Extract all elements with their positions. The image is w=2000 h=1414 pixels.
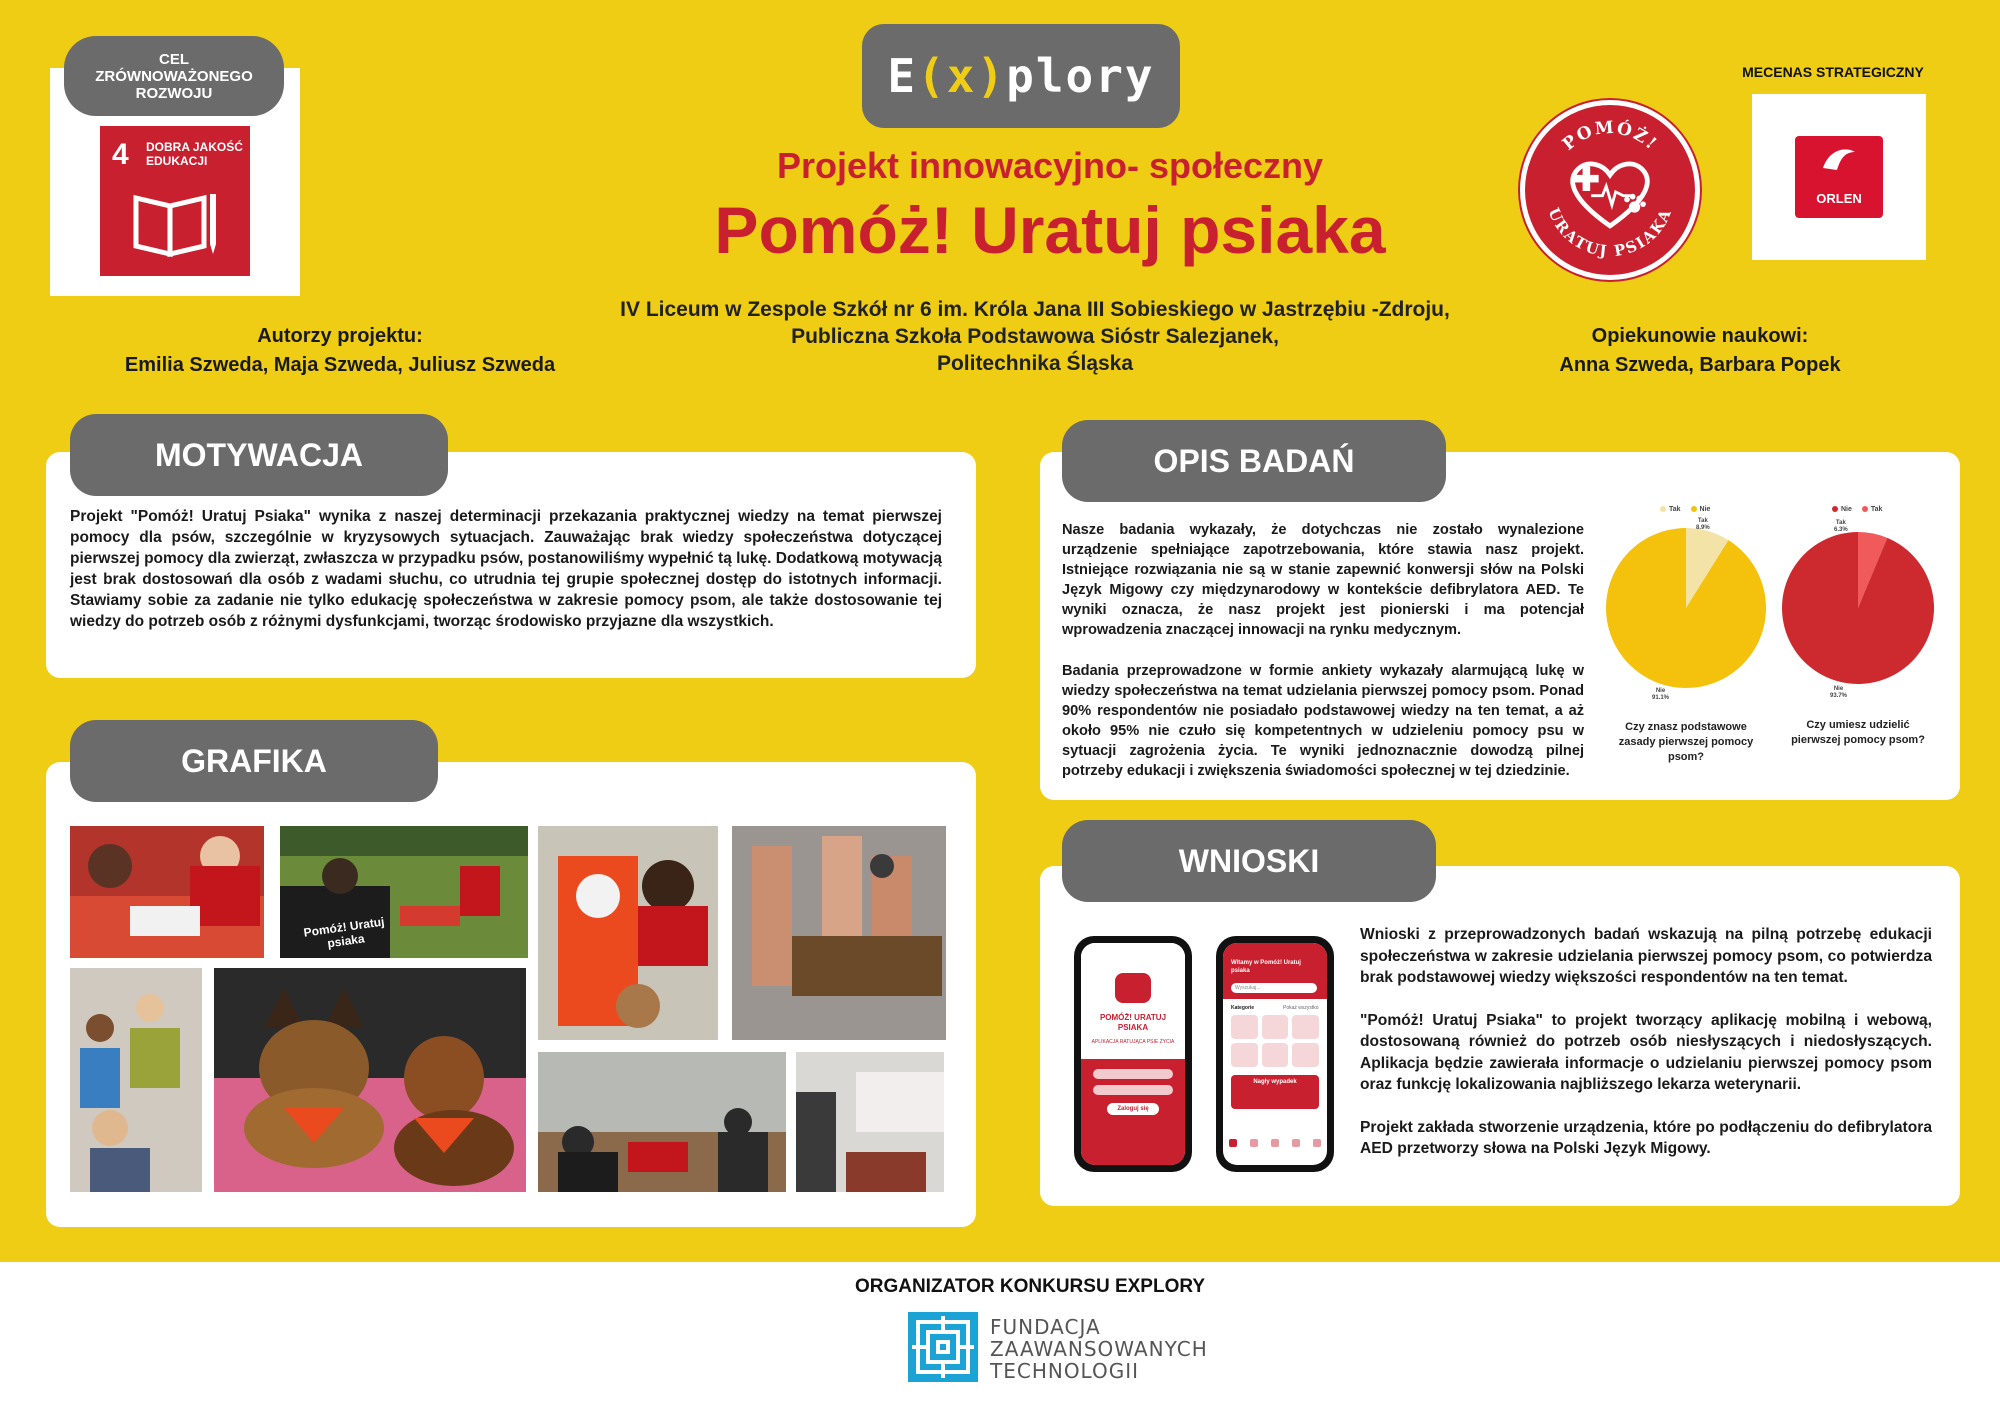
legend-item xyxy=(1832,506,1852,513)
category-tile[interactable] xyxy=(1292,1043,1319,1067)
organizer-label: ORGANIZATOR KONKURSU EXPLORY xyxy=(854,1276,1206,1297)
institution-line: IV Liceum w Zespole Szkół nr 6 im. Króla Jana III Sobieskiego w Jastrzębiu -Zdroju, xyxy=(620,298,1450,321)
category-tile[interactable] xyxy=(1262,1043,1289,1067)
foundation-line: FUNDACJA xyxy=(990,1315,1101,1339)
pie1-label-large xyxy=(1652,688,1669,702)
pie-chart-ability xyxy=(1782,532,1934,684)
sdg-title: DOBRA JAKOŚĆ EDUKACJI xyxy=(146,140,243,168)
photo-presentation-room xyxy=(796,1052,944,1192)
home-see-all-link[interactable]: Pokaż wszystko xyxy=(1283,1005,1319,1011)
brand-post: plory xyxy=(1006,49,1155,103)
brand-pre: E xyxy=(887,49,918,103)
legend-item xyxy=(1862,506,1883,513)
category-tile[interactable] xyxy=(1231,1043,1258,1067)
foundation-line: ZAAWANSOWANYCH xyxy=(990,1337,1208,1361)
shirt-print-text: Pomóż! Uratuj psiaka xyxy=(302,914,386,951)
category-tile[interactable] xyxy=(1262,1015,1289,1039)
badge-top-text: POMÓŻ! xyxy=(1558,117,1662,155)
authors-names: Emilia Szweda, Maja Szweda, Juliusz Szweda xyxy=(124,354,556,376)
photo-hands-paw xyxy=(732,826,946,1040)
sdg-label: CEL ZRÓWNOWAŻONEGO ROZWOJU xyxy=(64,36,284,116)
institution-line: Publiczna Szkoła Podstawowa Sióstr Salezjanek, xyxy=(791,325,1279,348)
nav-info-icon[interactable] xyxy=(1271,1139,1279,1147)
legend-item xyxy=(1660,506,1681,513)
pie1-label-val: 8.9% xyxy=(1696,525,1710,531)
research-text xyxy=(1062,520,1584,802)
emergency-label: Nagły wypadek xyxy=(1253,1079,1297,1085)
sdg-goal-tile xyxy=(100,126,250,276)
pie2-legend xyxy=(1832,506,1882,513)
foundation-line: TECHNOLOGII xyxy=(990,1359,1140,1383)
pie-slice-nie xyxy=(1606,528,1766,688)
app-logo-icon xyxy=(1115,973,1151,1003)
authors-label: Autorzy projektu: xyxy=(257,325,423,347)
brand-mid: (x) xyxy=(917,49,1007,103)
app-tagline: APLIKACJA RATUJĄCA PSIE ŻYCIA xyxy=(1091,1039,1175,1045)
project-subtitle: Projekt innowacyjno- społeczny xyxy=(776,145,1324,186)
pie2-label-large xyxy=(1830,686,1847,700)
research-paragraph: Nasze badania wykazały, że dotychczas nie zostało wynalezione urządzenie spełniające zapotrzebowania, które stawia nasz projekt. Istniejące rozwiązania nie są w stanie zapewnić konwersji słów na Polski Język Migowy czy międzynarodowy w kontekście defibrylatora AED. Te wyniki oznacza, że nasz projekt jest pionierski i ma potencjał wprowadzenia znaczącej innowacji na rynku medycznym. xyxy=(1062,522,1584,638)
pie1-legend xyxy=(1660,506,1710,513)
pie2-label-val: 93.7% xyxy=(1830,693,1848,699)
pie2-label-val: 6.3% xyxy=(1834,527,1848,533)
conclusions-heading: WNIOSKI xyxy=(1062,820,1436,902)
home-section-title: Kategorie xyxy=(1231,1005,1255,1011)
project-badge-logo xyxy=(1520,100,1700,280)
phone-mockup-home xyxy=(1216,936,1334,1172)
eagle-icon xyxy=(1819,144,1859,174)
category-tile[interactable] xyxy=(1231,1015,1258,1039)
institution-line: Politechnika Śląska xyxy=(936,352,1134,375)
svg-text:POMÓŻ! xyxy=(1559,118,1662,155)
home-search-input[interactable]: Wyszukaj... xyxy=(1231,983,1317,993)
login-email-field[interactable] xyxy=(1093,1069,1173,1079)
pie2-label-cat: Tak xyxy=(1835,520,1846,526)
home-greeting: Witamy w Pomóż! Uratuj psiaka xyxy=(1231,960,1301,974)
explory-logo xyxy=(862,24,1180,128)
sponsor-logo-box xyxy=(1752,94,1926,260)
legend-label: Nie xyxy=(1699,506,1711,513)
pie2-title: Czy umiesz udzielić pierwszej pomocy psom? xyxy=(1791,719,1925,746)
pie2-label-cat: Nie xyxy=(1833,686,1844,692)
foundation-logo-icon xyxy=(908,1312,978,1382)
pie1-label-cat: Nie xyxy=(1655,688,1666,694)
tutors-names: Anna Szweda, Barbara Popek xyxy=(1559,354,1841,376)
photo-dog-bandage xyxy=(538,826,718,1040)
phone-screen xyxy=(1081,943,1185,1165)
graphics-heading: GRAFIKA xyxy=(70,720,438,802)
badge-bottom-text: URATUJ PSIAKA xyxy=(1544,205,1676,261)
bottom-nav xyxy=(1229,1139,1321,1153)
tutors-label: Opiekunowie naukowi: xyxy=(1591,325,1809,347)
photo-shirt-back xyxy=(280,826,528,958)
login-password-field[interactable] xyxy=(1093,1085,1173,1095)
foundation-name xyxy=(990,1316,1208,1382)
pie1-label-val: 91.1% xyxy=(1652,695,1670,701)
orlen-logo xyxy=(1795,136,1883,218)
app-title: POMÓŻ! URATUJ PSIAKA xyxy=(1099,1013,1167,1032)
legend-label: Tak xyxy=(1669,506,1681,513)
conclusions-paragraph: "Pomóż! Uratuj Psiaka" to projekt tworzący aplikację mobilną i webową, dostosowaną również do potrzeb osób niesłyszących i niedosłyszących. Aplikacja będzie zawierała informacje o udzielaniu pierwszej pomocy psom oraz funkcję lokalizowania najbliższego lekarza weterynarii. xyxy=(1360,1011,1932,1093)
authors-block xyxy=(110,322,570,380)
phone-screen xyxy=(1223,943,1327,1165)
phone-mockup-login xyxy=(1074,936,1192,1172)
svg-text:URATUJ PSIAKA xyxy=(1544,205,1675,260)
tutors-block xyxy=(1510,322,1890,380)
category-grid xyxy=(1231,1015,1319,1067)
legend-label: Tak xyxy=(1870,506,1883,513)
sponsor-name: ORLEN xyxy=(1816,191,1862,206)
conclusions-paragraph: Projekt zakłada stworzenie urządzenia, które po podłączeniu do defibrylatora AED przetworzy słowa na Polski Język Migowy. xyxy=(1360,1118,1932,1157)
motivation-heading: MOTYWACJA xyxy=(70,414,448,496)
photo-first-aid-training xyxy=(70,826,264,958)
nav-vet-icon[interactable] xyxy=(1292,1139,1300,1147)
book-pencil-icon xyxy=(130,184,222,264)
photo-children-sitting xyxy=(70,968,202,1192)
pie1-label-cat: Tak xyxy=(1697,518,1708,524)
pie-slice-nie xyxy=(1782,532,1934,684)
pie1-title: Czy znasz podstawowe zasady pierwszej pomocy psom? xyxy=(1618,721,1754,763)
project-title: Pomóż! Uratuj psiaka xyxy=(714,193,1386,267)
nav-profile-icon[interactable] xyxy=(1313,1139,1321,1147)
conclusions-text xyxy=(1360,924,1932,1181)
pie2-label-small xyxy=(1834,520,1848,534)
legend-label: Nie xyxy=(1841,506,1852,513)
research-paragraph: Badania przeprowadzone w formie ankiety wykazały alarmującą lukę w wiedzy społeczeństwa na temat udzielania pierwszej pomocy psom. Ponad 90% respondentów nie posiadało podstawowej wiedzy na ten temat, a aż około 95% nie czuło się kompetentnych w udzieleniu pomocy psu w sytuacji zagrożenia życia. Te wyniki jednoznacznie dowodzą pilnej potrzeby edukacji i zwiększenia świadomości społecznej w tej dziedzinie. xyxy=(1062,663,1584,779)
pie-chart-knowledge xyxy=(1606,528,1766,688)
category-tile[interactable] xyxy=(1292,1015,1319,1039)
login-button[interactable]: Zaloguj się xyxy=(1107,1103,1159,1115)
photo-firefighters-class xyxy=(538,1052,786,1192)
conclusions-paragraph: Wnioski z przeprowadzonych badań wskazują na pilną potrzebę edukacji społeczeństwa w zakresie udzielania pierwszej pomocy psom, co potwierdza brak podstawowej wiedzy większości respondentów na ten temat. xyxy=(1360,926,1932,986)
research-heading: OPIS BADAŃ xyxy=(1062,420,1446,502)
nav-map-icon[interactable] xyxy=(1250,1139,1258,1147)
sdg-number: 4 xyxy=(112,138,129,171)
photo-two-dogs xyxy=(214,968,526,1192)
sponsor-label: MECENAS STRATEGICZNY xyxy=(1742,64,1924,80)
pie1-label-small xyxy=(1696,518,1710,532)
legend-item xyxy=(1691,506,1711,513)
institutions xyxy=(560,296,1510,377)
nav-home-icon[interactable] xyxy=(1229,1139,1237,1147)
motivation-text: Projekt "Pomóż! Uratuj Psiaka" wynika z naszej determinacji przekazania praktycznej wiedzy na temat pierwszej pomocy dla psów, szczególnie w kryzysowych sytuacjach. Zauważając brak wiedzy społeczeństwa dotyczącej pierwszej pomocy dla zwierząt, zwłaszcza w przypadku psów, postanowiliśmy wypełnić tą lukę. Dodatkową motywacją jest brak dostosowań dla osób z wadami słuchu, co utrudnia tej grupie społecznej dostęp do istotnych informacji. Stawiamy sobie za zadanie nie tylko edukację społeczeństwa w zakresie pomocy psom, ale także dostosowanie tej wiedzy do potrzeb osób z różnymi dysfunkcjami, tworząc środowisko przyjazne dla wszystkich. xyxy=(70,508,942,630)
